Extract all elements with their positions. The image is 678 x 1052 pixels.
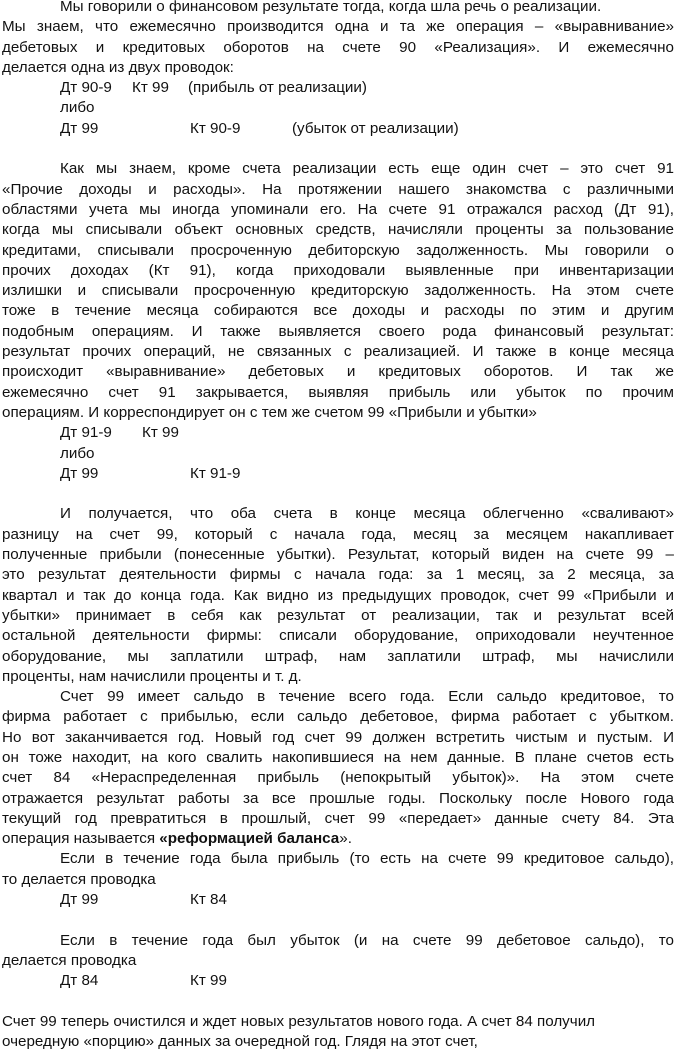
- paragraph-5: [2, 849, 674, 890]
- text-line: Мы знаем, что ежемесячно производится одна и та же операция – «выравнивание»: [2, 18, 674, 36]
- text-line: то делается проводка: [2, 870, 156, 888]
- posting-entry: [2, 971, 674, 991]
- bold-term: «реформацией баланса: [159, 830, 340, 848]
- credit-account: Кт 99: [132, 79, 169, 97]
- text-line: Если в течение года был убыток (и на счете 99 дебетовое сальдо), то: [60, 931, 674, 949]
- posting-block-1: [2, 78, 674, 139]
- text-line: он тоже находит, на кого свалить накопившиеся на нем данные. В плане счетов есть: [2, 748, 674, 766]
- document-page: [2, 0, 674, 1052]
- text-line: И получается, что оба счета в конце месяца облегченно «сваливают»: [60, 505, 674, 523]
- text-line: тоже в течение месяца собираются все доходы и расходы по этим и другим: [2, 302, 674, 320]
- text-line: остальной деятельности фирмы: списали оборудование, оприходовали неучтенное: [2, 627, 674, 645]
- text-line: это результат деятельности фирмы с начала года: за 1 месяц, за 2 месяца, за: [2, 566, 674, 584]
- posting-entry: [2, 464, 674, 484]
- text-line: фирма работает с прибылью, если сальдо дебетовое, фирма работает с убытком.: [2, 708, 674, 726]
- text-line: полученные прибыли (понесенные убытки). Результат, который виден на счете 99 –: [2, 546, 674, 564]
- text-line: проценты, нам начислили проценты и т. д.: [2, 667, 302, 685]
- posting-or: [2, 444, 674, 464]
- debit-account: Дт 84: [60, 972, 99, 990]
- paragraph-1: [2, 0, 674, 78]
- or-label: либо: [60, 99, 95, 117]
- text-line: текущий год превратиться в прошлый, счет 99 «передает» данные счету 84. Эта: [2, 809, 674, 827]
- text-line: подобным операциям. И также выявляется своего рода финансовый результат:: [2, 322, 674, 340]
- credit-account: Кт 99: [190, 972, 227, 990]
- paragraph-6: [2, 931, 674, 972]
- debit-account: Дт 90-9: [60, 79, 112, 97]
- paragraph-4: [2, 687, 674, 849]
- text-run: операция называется: [2, 830, 160, 848]
- text-line: убытки» принимает в себя как результат от реализации, так и результат всей: [2, 606, 674, 624]
- text-line: когда мы списывали объект основных средств, начисляли проценты за пользование: [2, 221, 674, 239]
- text-line: разницу на счет 99, который с начала года, месяц за месяцем накапливает: [2, 525, 674, 543]
- text-line: очередную «порцию» данных за очередной год. Глядя на этот счет,: [2, 1033, 478, 1051]
- text-line: счет 84 «Нераспределенная прибыль (непокрытый убыток)». На этом счете: [2, 769, 674, 787]
- posting-entry: [2, 119, 674, 139]
- text-line: Счет 99 имеет сальдо в течение всего года. Если сальдо кредитовое, то: [60, 688, 674, 706]
- text-line: Как мы знаем, кроме счета реализации есть еще один счет – это счет 91: [60, 160, 674, 178]
- text-line: делается проводка: [2, 951, 137, 969]
- paragraph-3: [2, 504, 674, 687]
- posting-entry: [2, 78, 674, 98]
- text-run: ».: [339, 830, 352, 848]
- posting-note: (прибыль от реализации): [188, 79, 367, 97]
- credit-account: Кт 91-9: [190, 464, 241, 482]
- posting-or: [2, 98, 674, 118]
- text-line: Но вот заканчивается год. Новый год счет 99 должен встретить чистым и пустым. И: [2, 728, 674, 746]
- text-line: Если в течение года была прибыль (то есть на счете 99 кредитовое сальдо),: [60, 850, 674, 868]
- text-line: Мы говорили о финансовом результате тогда, когда шла речь о реализации.: [60, 0, 602, 15]
- text-line: кредитами, списывали просроченную дебиторскую задолженность. Мы говорили о: [2, 241, 674, 259]
- text-line: ежемесячно счет 91 закрывается, выявляя прибыль или убыток по прочим: [2, 383, 674, 401]
- text-line: происходит «выравнивание» дебетовых и кредитовых оборотов. И так же: [2, 363, 674, 381]
- text-line: прочих доходах (Кт 91), когда приходовали выявленные при инвентаризации: [2, 261, 674, 279]
- credit-account: Кт 99: [142, 424, 179, 442]
- posting-block-4: [2, 971, 674, 991]
- posting-block-2: [2, 423, 674, 484]
- paragraph-7: [2, 1012, 674, 1052]
- text-line: результат прочих операций, не связанных с реализацией. И также в конце месяца: [2, 343, 674, 361]
- text-line: операциям. И корреспондирует он с тем же счетом 99 «Прибыли и убытки»: [2, 403, 537, 421]
- text-line: излишки и списывали просроченную кредиторскую задолженность. На этом счете: [2, 282, 674, 300]
- debit-account: Дт 91-9: [60, 424, 112, 442]
- text-line: областями учета мы иногда упоминали его. На счете 91 отражался расход (Дт 91),: [2, 200, 674, 218]
- posting-block-3: [2, 890, 674, 910]
- posting-entry: [2, 890, 674, 910]
- text-line: «Прочие доходы и расходы». На протяжении нашего знакомства с различными: [2, 180, 674, 198]
- debit-account: Дт 99: [60, 464, 99, 482]
- credit-account: Кт 84: [190, 891, 227, 909]
- text-line: Счет 99 теперь очистился и ждет новых результатов нового года. А счет 84 получил: [2, 1012, 596, 1030]
- debit-account: Дт 99: [60, 119, 99, 137]
- paragraph-2: [2, 159, 674, 423]
- text-line: дебетовых и кредитовых оборотов на счете 90 «Реализация». И ежемесячно: [2, 38, 674, 56]
- text-line: [2, 829, 674, 849]
- or-label: либо: [60, 444, 95, 462]
- debit-account: Дт 99: [60, 891, 99, 909]
- text-line: квартал и так до конца года. Как видно из предыдущих проводок, счет 99 «Прибыли и: [2, 586, 674, 604]
- text-line: оборудование, мы заплатили штраф, нам заплатили штраф, мы начислили: [2, 647, 674, 665]
- text-line: делается одна из двух проводок:: [2, 58, 234, 76]
- posting-entry: [2, 423, 674, 443]
- text-line: отражается результат работы за все прошлые годы. Поскольку после Нового года: [2, 789, 674, 807]
- posting-note: (убыток от реализации): [292, 119, 459, 137]
- credit-account: Кт 90-9: [190, 119, 241, 137]
